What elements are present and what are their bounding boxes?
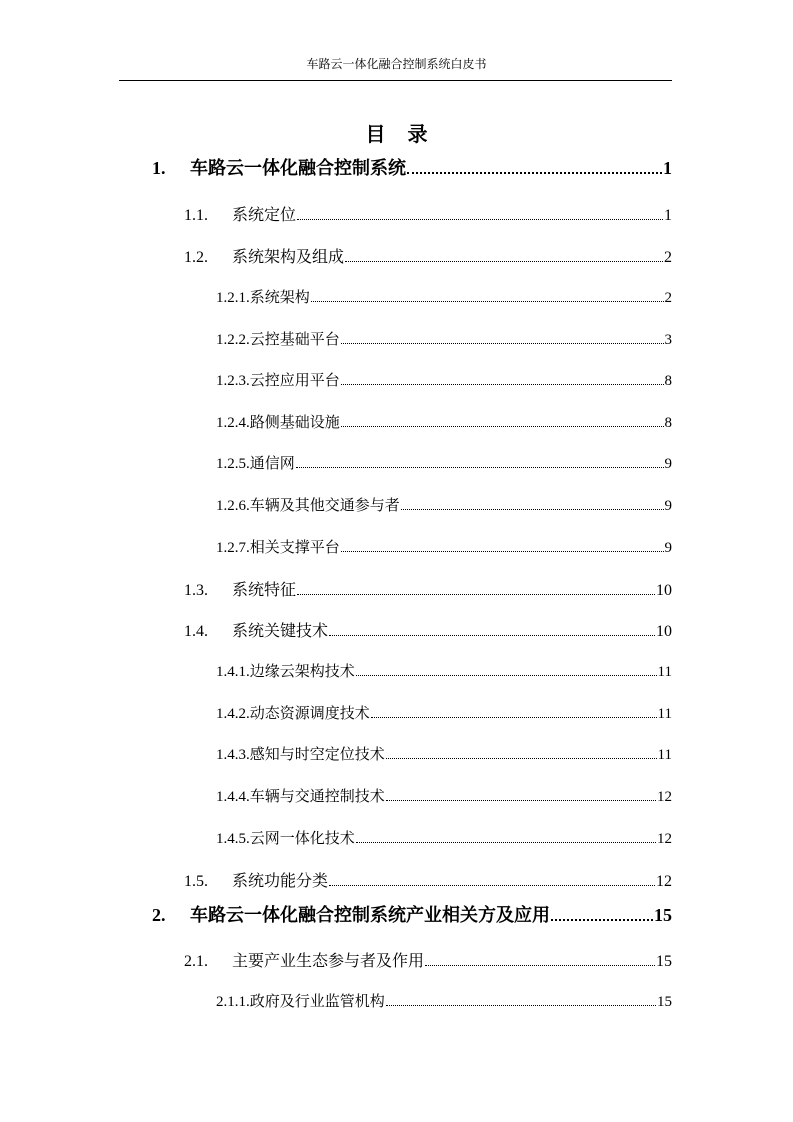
toc-entry-number: 1.2.4. xyxy=(216,415,250,431)
toc-entry-page: 11 xyxy=(657,706,672,722)
toc-entry[interactable] xyxy=(184,202,672,225)
toc-entry-label: 系统关键技术 xyxy=(232,621,329,640)
toc-entry[interactable] xyxy=(216,536,672,557)
toc-entry-label: 系统定位 xyxy=(232,205,297,224)
toc-title: 目录 xyxy=(365,122,450,146)
toc-entry[interactable] xyxy=(216,369,672,390)
toc-entry[interactable] xyxy=(216,660,672,681)
toc-entry-page: 8 xyxy=(664,415,672,431)
toc-entry-label: 车辆与交通控制技术 xyxy=(249,787,385,805)
toc-entry-number: 1.2.1. xyxy=(216,290,250,306)
dot-leader xyxy=(341,411,664,432)
toc-entry-label: 动态资源调度技术 xyxy=(249,704,370,722)
toc-entry-number: 1.2.7. xyxy=(216,540,250,556)
toc-entry-number: 2.1.1. xyxy=(216,994,250,1010)
toc-entry-number: 1.4. xyxy=(184,623,208,640)
toc-entry-number: 1.3. xyxy=(184,582,208,599)
toc-entry-number: 1.2. xyxy=(184,249,208,266)
toc-entry-label: 政府及行业监管机构 xyxy=(249,992,385,1010)
toc-entry-number: 1.2.3. xyxy=(216,373,250,389)
toc-entry[interactable] xyxy=(216,452,672,473)
dot-leader xyxy=(329,618,655,641)
toc-entry-page: 9 xyxy=(664,456,672,472)
toc-entry-number: 1.2.2. xyxy=(216,332,250,348)
toc-entry[interactable] xyxy=(184,618,672,641)
toc-entry-label: 边缘云架构技术 xyxy=(249,662,355,680)
toc-entry-page: 3 xyxy=(664,332,672,348)
toc-entry-label: 主要产业生态参与者及作用 xyxy=(232,951,425,970)
dot-leader xyxy=(356,827,656,848)
toc-entry-page: 2 xyxy=(664,249,672,266)
toc-entry-number: 1.4.1. xyxy=(216,664,250,680)
toc-entry-label: 云控应用平台 xyxy=(249,371,340,389)
toc-entry-number: 1.1. xyxy=(184,207,208,224)
toc-entry-label: 感知与时空定位技术 xyxy=(249,745,385,763)
dot-leader xyxy=(296,452,664,473)
dot-leader xyxy=(329,868,655,891)
dot-leader xyxy=(386,990,656,1011)
toc-entry-number: 1.5. xyxy=(184,873,208,890)
toc-entry-label: 相关支撑平台 xyxy=(249,538,340,556)
toc-entry[interactable] xyxy=(152,154,672,180)
dot-leader xyxy=(551,901,653,927)
toc-entry-number: 1. xyxy=(152,158,166,178)
toc-entry-label: 系统特征 xyxy=(232,580,297,599)
toc-entry[interactable] xyxy=(216,743,672,764)
dot-leader xyxy=(386,743,657,764)
toc-entry-label: 车辆及其他交通参与者 xyxy=(249,496,400,514)
toc-entry[interactable] xyxy=(216,411,672,432)
toc-entry-number: 1.4.5. xyxy=(216,831,250,847)
toc-entry-label: 系统功能分类 xyxy=(232,871,329,890)
toc-entry-page: 15 xyxy=(656,953,672,970)
toc-entry-label: 通信网 xyxy=(249,454,295,472)
toc-entry-page: 2 xyxy=(664,290,672,306)
running-header: 车路云一体化融合控制系统白皮书 xyxy=(306,57,487,71)
toc-entry-number: 1.4.4. xyxy=(216,789,250,805)
toc-entry[interactable] xyxy=(184,868,672,891)
toc-entry[interactable] xyxy=(216,827,672,848)
toc-entry-label: 系统架构 xyxy=(249,288,310,306)
toc-entry[interactable] xyxy=(216,494,672,515)
toc-entry-page: 11 xyxy=(657,664,672,680)
toc-entry[interactable] xyxy=(216,702,672,723)
toc-entry[interactable] xyxy=(184,948,672,971)
toc-entry-page: 9 xyxy=(664,540,672,556)
dot-leader xyxy=(407,154,662,180)
toc-entry-number: 1.2.6. xyxy=(216,498,250,514)
toc-entry-page: 12 xyxy=(657,831,672,847)
dot-leader xyxy=(425,948,655,971)
toc-entry-number: 1.2.5. xyxy=(216,456,250,472)
toc-entry-page: 10 xyxy=(656,623,672,640)
toc-entry-page: 8 xyxy=(664,373,672,389)
toc-entry[interactable] xyxy=(184,577,672,600)
toc-entry[interactable] xyxy=(216,328,672,349)
toc-entry-page: 10 xyxy=(656,582,672,599)
dot-leader xyxy=(341,328,664,349)
toc-entry-label: 车路云一体化融合控制系统 xyxy=(190,158,406,179)
dot-leader xyxy=(356,660,657,681)
toc-entry-number: 2. xyxy=(152,905,166,925)
toc-entry-page: 12 xyxy=(656,873,672,890)
toc-entry-number: 2.1. xyxy=(184,953,208,970)
toc-entry-page: 15 xyxy=(654,905,672,925)
toc-entry-number: 1.4.3. xyxy=(216,747,250,763)
toc-entry-label: 路侧基础设施 xyxy=(249,413,340,431)
toc-entry-page: 15 xyxy=(657,994,672,1010)
dot-leader xyxy=(297,577,655,600)
toc-entry[interactable] xyxy=(152,901,672,927)
dot-leader xyxy=(345,244,663,267)
toc-entry[interactable] xyxy=(216,785,672,806)
dot-leader xyxy=(371,702,657,723)
dot-leader xyxy=(341,369,664,390)
toc-entry-page: 9 xyxy=(664,498,672,514)
toc-entry[interactable] xyxy=(216,990,672,1011)
dot-leader xyxy=(386,785,656,806)
dot-leader xyxy=(341,536,664,557)
toc-entry-label: 云网一体化技术 xyxy=(249,829,355,847)
toc-entry-page: 1 xyxy=(664,207,672,224)
toc-entry-page: 12 xyxy=(657,789,672,805)
toc-entry[interactable] xyxy=(216,286,672,307)
header-divider xyxy=(119,80,672,81)
toc-entry-label: 系统架构及组成 xyxy=(232,247,345,266)
dot-leader xyxy=(297,202,663,225)
toc-entry[interactable] xyxy=(184,244,672,267)
toc-entry-page: 11 xyxy=(657,747,672,763)
toc-entry-page: 1 xyxy=(663,158,672,178)
dot-leader xyxy=(311,286,664,307)
toc-entry-label: 云控基础平台 xyxy=(249,330,340,348)
dot-leader xyxy=(401,494,664,515)
toc-entry-number: 1.4.2. xyxy=(216,706,250,722)
toc-entry-label: 车路云一体化融合控制系统产业相关方及应用 xyxy=(190,905,550,926)
